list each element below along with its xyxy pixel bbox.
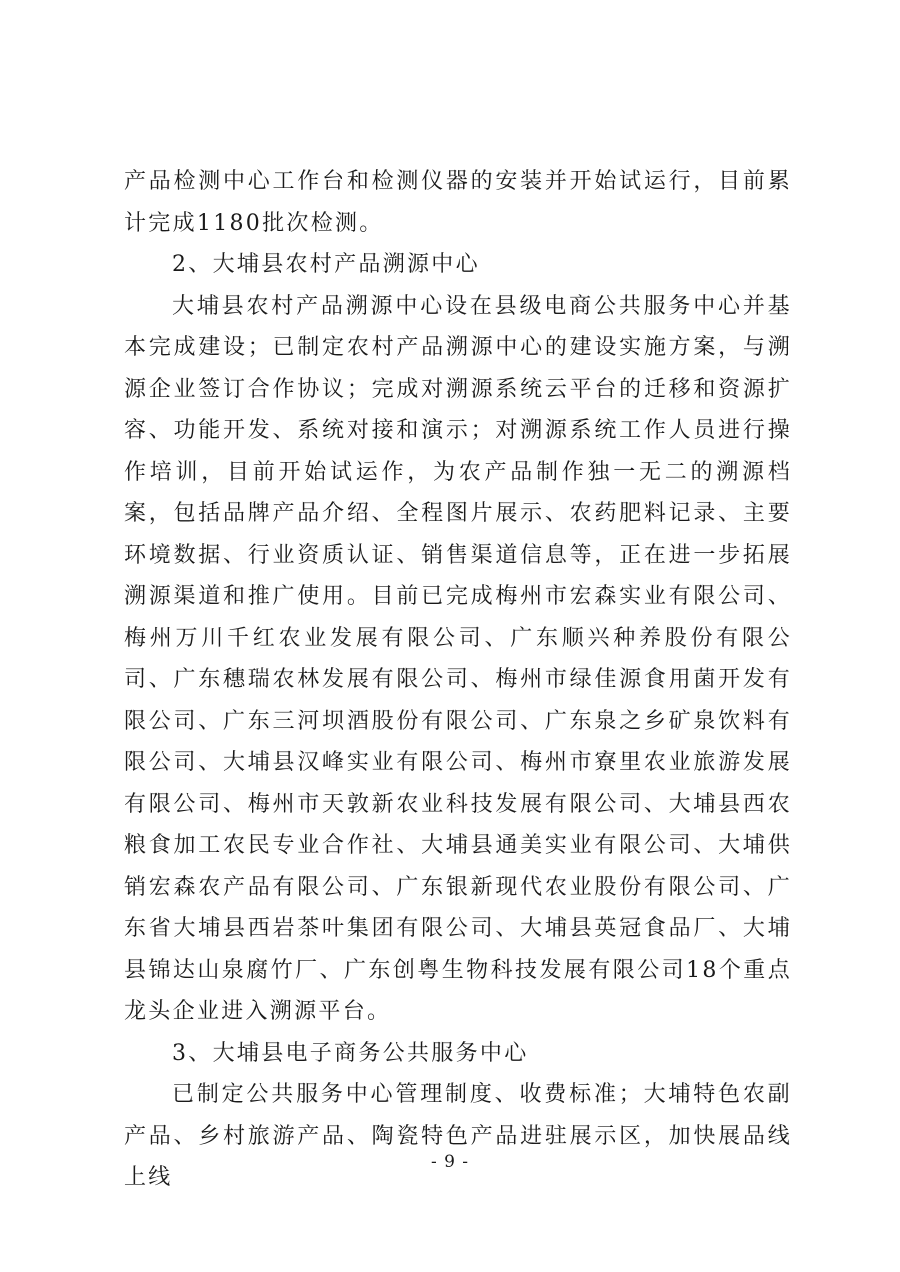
page-number: - 9 - <box>430 1152 470 1172</box>
section-heading-ecommerce-service-center: 3、大埔县电子商务公共服务中心 <box>172 1040 529 1066</box>
section-heading-traceability-center: 2、大埔县农村产品溯源中心 <box>172 252 480 277</box>
paragraph-continued-text: 产品检测中心工作台和检测仪器的安装并开始试运行，目前累计完成1180批次检测。 <box>124 169 792 236</box>
paragraph-traceability-center: 大埔县农村产品溯源中心设在县级电商公共服务中心并基本完成建设；已制定农村产品溯源中心的建设实施方案，与溯源企业签订合作协议；完成对溯源系统云平台的迁移和资源扩容、功能开发、系统对接和演示；对溯源系统工作人员进行操作培训，目前开始试运作，为农产品制作独一无二的溯源档案，包括品牌产品介绍、全程图片展示、农药肥料记录、主要环境数据、行业资质认证、销售渠道信息等，正在进一步拓展溯源渠道和推广使用。目前已完成梅州市宏森实业有限公司、梅州万川千红农业发展有限公司、广东顺兴种养股份有限公司、广东穗瑞农林发展有限公司、梅州市绿佳源食用菌开发有限公司、广东三河坝酒股份有限公司、广东泉之乡矿泉饮料有限公司、大埔县汉峰实业有限公司、梅州市寮里农业旅游发展有限公司、梅州市天敦新农业科技发展有限公司、大埔县西农粮食加工农民专业合作社、大埔县通美实业有限公司、大埔供销宏森农产品有限公司、广东银新现代农业股份有限公司、广东省大埔县西岩茶叶集团有限公司、大埔县英冠食品厂、大埔县锦达山泉腐竹厂、广东创粤生物科技发展有限公司18个重点龙头企业进入溯源平台。 <box>124 293 792 1024</box>
body-text <box>124 161 792 1199</box>
paragraph-ecommerce-service-center: 已制定公共服务中心管理制度、收费标准；大埔特色农副产品、乡村旅游产品、陶瓷特色产品进驻展示区，加快展品线上线 <box>124 1082 792 1190</box>
